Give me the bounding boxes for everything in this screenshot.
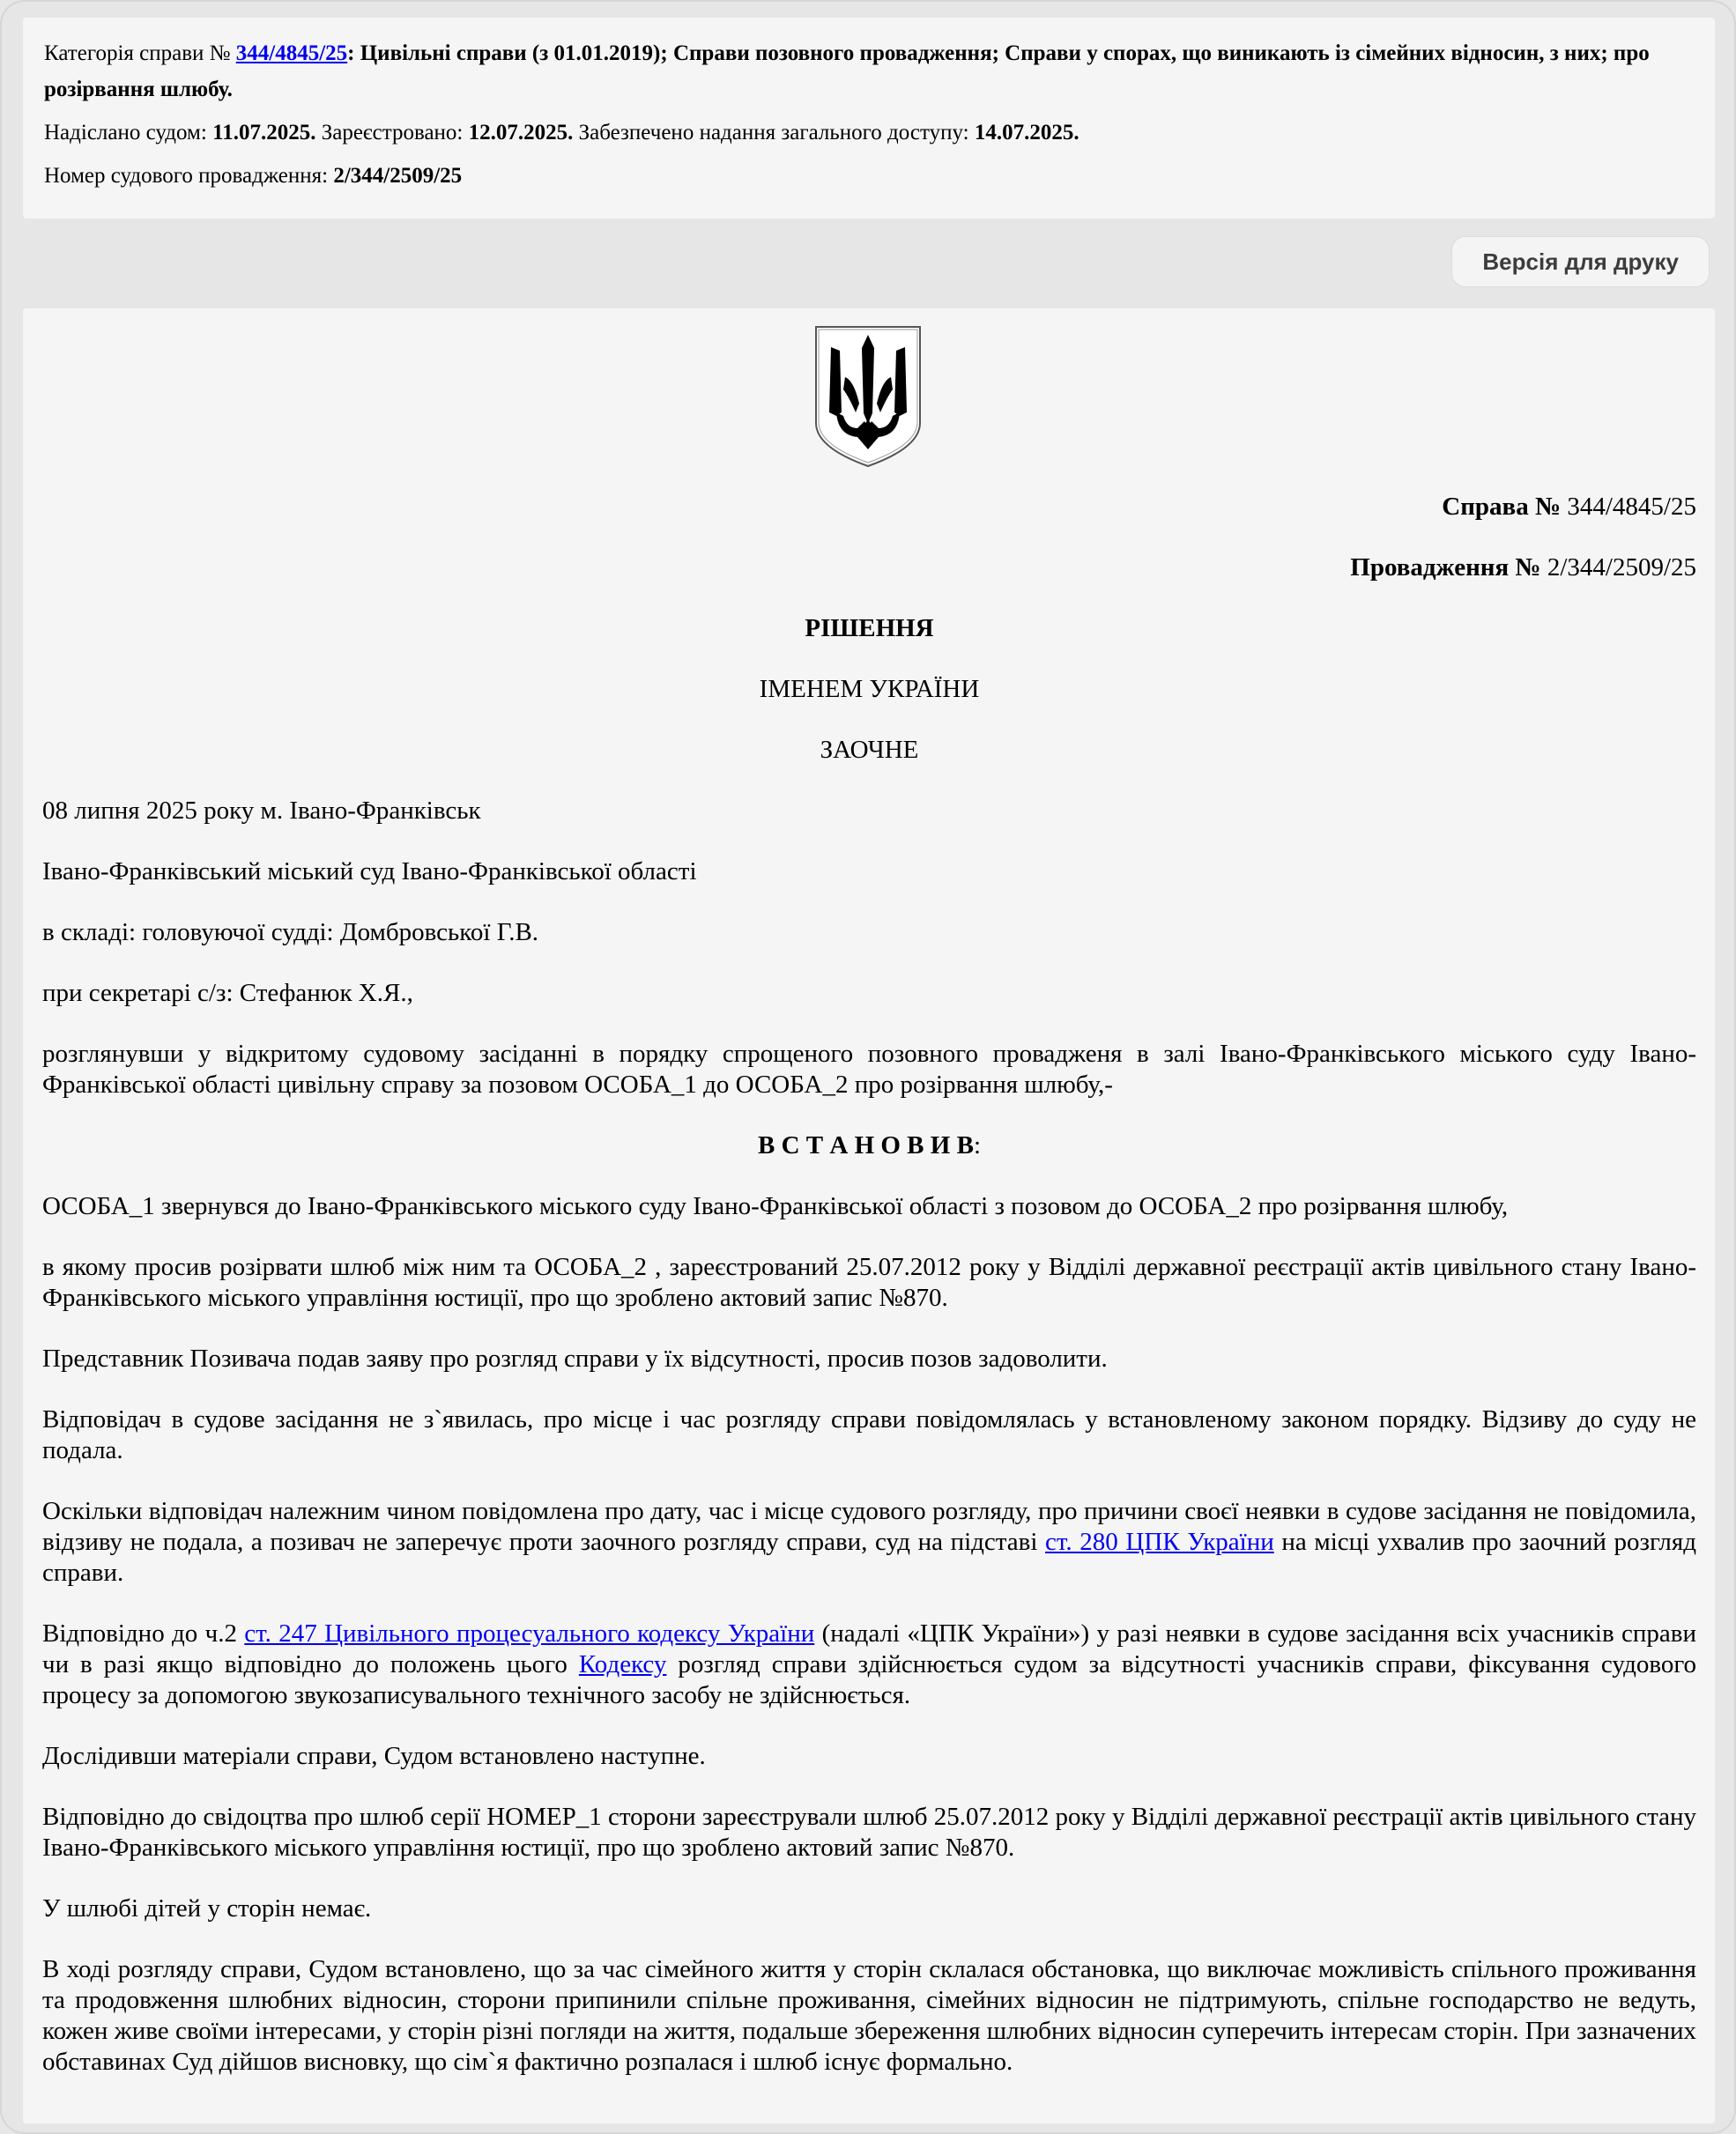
court-secretary: при секретарі с/з: Стефанюк Х.Я., <box>42 979 413 1007</box>
paragraph-5 <box>42 1496 1696 1589</box>
document-content <box>42 492 1696 2108</box>
paragraph-5-text-a: Оскільки відповідач належним чином повідомлена про дату, час і місце судового розгляду, про причини своєї неявки в судове засідання не повідомила, відзиву не подала, а позивач не заперечує проти заочного розгляду справи, суд на підставі <box>42 1497 1696 1556</box>
article-280-link[interactable]: ст. 280 ЦПК України <box>1045 1528 1274 1556</box>
toolbar <box>2 219 1736 307</box>
registered-date: 12.07.2025. <box>468 121 574 144</box>
decision-document <box>23 308 1715 2123</box>
date-place: 08 липня 2025 року м. Івано-Франківськ <box>42 797 481 825</box>
sent-label: Надіслано судом: <box>44 121 213 144</box>
paragraph-5-text-b: на місці ухвалив про заочний розгляд справи. <box>42 1528 1696 1587</box>
case-dates <box>44 115 1694 151</box>
established-text: В С Т А Н О В И В <box>758 1131 974 1160</box>
paragraph-3: Представник Позивача подав заяву про розгляд справи у їх відсутності, просив позов задоволити. <box>42 1345 1108 1373</box>
article-247-link[interactable]: ст. 247 Цивільного процесуального кодексу України <box>244 1619 815 1648</box>
registered-label: Зареєстровано: <box>315 121 469 144</box>
proceeding-number-line <box>42 552 1696 583</box>
case-label: Справа № <box>1442 493 1568 521</box>
case-info-header <box>23 18 1715 219</box>
proceeding-number: 2/344/2509/25 <box>333 164 463 188</box>
doc-proceeding-label: Провадження № <box>1350 553 1547 582</box>
established-colon: : <box>973 1131 981 1160</box>
proceeding-label: Номер судового провадження: <box>44 164 334 188</box>
paragraph-8: Відповідно до свідоцтва про шлюб серії НОМЕР_1 сторони зареєстрували шлюб 25.07.2012 року у Відділі державної реєстрації актів цивільного стану Івано-Франківського міського управління юстиції, про що зроблено актовий запис №870. <box>42 1803 1696 1862</box>
title-text: РІШЕННЯ <box>805 614 934 642</box>
paragraph-1: ОСОБА_1 звернувся до Івано-Франківського міського суду Івано-Франківської області з позовом до ОСОБА_2 про розірвання шлюбу, <box>42 1192 1509 1220</box>
category-text: : Цивільні справи (з 01.01.2019); Справи позовного провадження; Справи у спорах, що виникають із сімейних відносин, з них; про розірвання шлюбу. <box>44 41 1650 101</box>
access-label: Забезпечено надання загального доступу: <box>573 121 975 144</box>
sent-date: 11.07.2025. <box>212 121 316 144</box>
proceeding-info <box>44 158 1694 194</box>
paragraph-9: У шлюбі дітей у сторін немає. <box>42 1894 372 1923</box>
paragraph-6-text-c: розгляд справи здійснюється судом за відсутності учасників справи, фіксування судового процесу за допомогою звукозаписувального технічного засобу не здійснюється. <box>42 1650 1696 1709</box>
decision-type: ЗАОЧНЕ <box>820 736 919 764</box>
intro-paragraph: розглянувши у відкритому судовому засіданні в порядку спрощеного позовного провадженя в залі Івано-Франківського міського суду Івано-Франківської області цивільну справу за позовом ОСОБА_1 до ОСОБА_2 про розірвання шлюбу,- <box>42 1040 1696 1099</box>
case-number-line <box>42 492 1696 522</box>
print-version-button[interactable]: Версія для друку <box>1451 236 1710 287</box>
paragraph-6-text-a: Відповідно до ч.2 <box>42 1619 245 1648</box>
court-composition: в складі: головуючої судді: Домбровської Г.В. <box>42 918 539 946</box>
paragraph-6 <box>42 1619 1696 1711</box>
code-link[interactable]: Кодексу <box>578 1650 667 1678</box>
paragraph-10: В ході розгляду справи, Судом встановлено, що за час сімейного життя у сторін склалася обстановка, що виключає можливість спільного проживання та продовження шлюбних відносин, сторони припинили спільне проживання, сімейних відносин не підтримують, спільне господарство не ведуть, кожен живе своїми інтересами, у сторін різні погляди на життя, подальше збереження шлюбних відносин суперечить інтересам сторін. При зазначених обставинах Суд дійшов висновку, що сім`я фактично розпалася і шлюб існує формально. <box>42 1955 1696 2076</box>
category-label: Категорія справи № <box>44 41 236 65</box>
document-title <box>42 613 1696 644</box>
established-heading <box>42 1130 1696 1161</box>
paragraph-4: Відповідач в судове засідання не з`явилась, про місце і час розгляду справи повідомлялась у встановленому законом порядку. Відзиву до суду не подала. <box>42 1405 1696 1464</box>
access-date: 14.07.2025. <box>974 121 1079 144</box>
document-subtitle: ІМЕНЕМ УКРАЇНИ <box>759 675 980 703</box>
paragraph-6-text-b: (надалі «ЦПК України») у разі неявки в судове засідання всіх учасників справи чи в разі якщо відповідно до положень цього <box>42 1619 1696 1678</box>
paragraph-2: в якому просив розірвати шлюб між ним та ОСОБА_2 , зареєстрований 25.07.2012 року у Відділі державної реєстрації актів цивільного стану Івано-Франківського міського управління юстиції, про що зроблено актовий запис №870. <box>42 1253 1696 1312</box>
coat-of-arms-icon <box>813 324 923 469</box>
paragraph-7: Дослідивши матеріали справи, Судом встановлено наступне. <box>42 1742 706 1770</box>
case-number-link[interactable]: 344/4845/25 <box>235 41 348 65</box>
case-category <box>44 35 1694 107</box>
case-number: 344/4845/25 <box>1567 493 1696 521</box>
court-name: Івано-Франківський міський суд Івано-Франківської області <box>42 857 697 885</box>
doc-proceeding-number: 2/344/2509/25 <box>1547 553 1696 582</box>
